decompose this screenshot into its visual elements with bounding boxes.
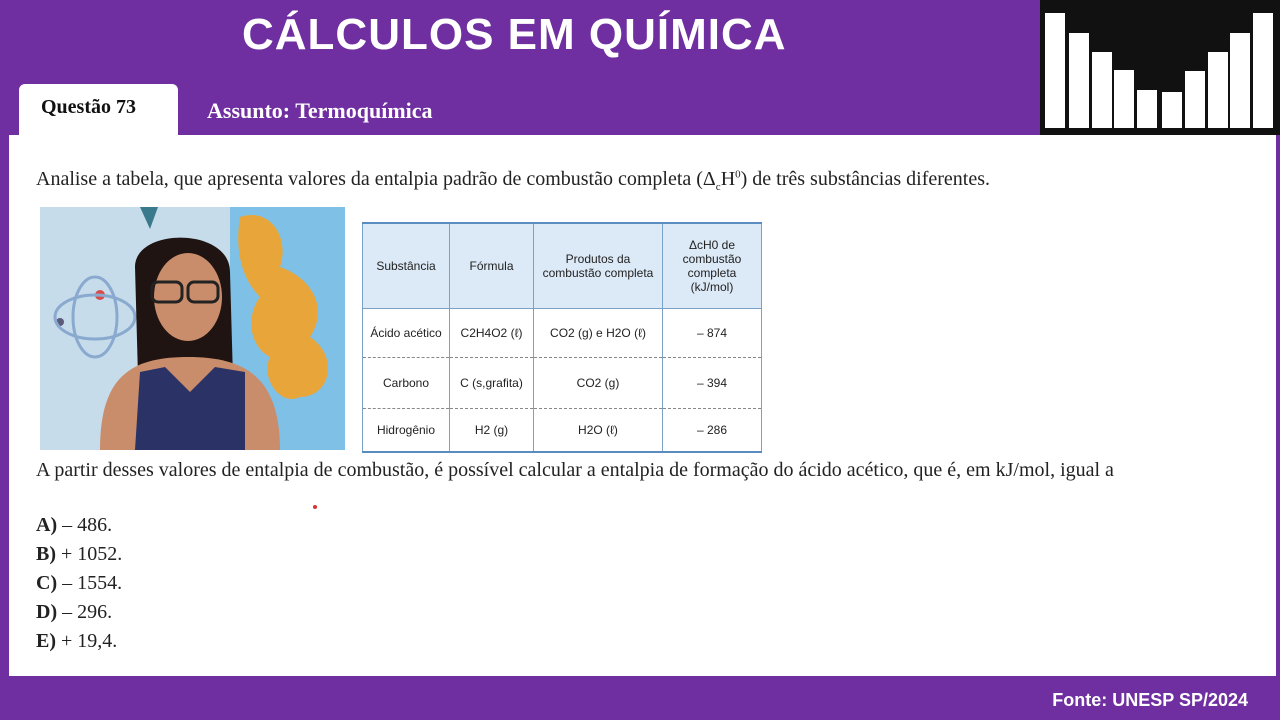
- table-header: ΔcH0 de combustão completa (kJ/mol): [663, 223, 762, 309]
- question-number: Questão 73: [41, 96, 136, 118]
- table-cell: – 394: [663, 358, 762, 409]
- table-cell: C (s,grafita): [450, 358, 534, 409]
- table-row: [363, 409, 762, 453]
- page-title: CÁLCULOS EM QUÍMICA: [242, 10, 787, 59]
- table-cell: Carbono: [363, 358, 450, 409]
- table-cell: – 874: [663, 309, 762, 358]
- table-cell: Ácido acético: [363, 309, 450, 358]
- table-cell: C2H4O2 (ℓ): [450, 309, 534, 358]
- option-e[interactable]: E) + 19,4.: [36, 630, 118, 652]
- table-row: [363, 358, 762, 409]
- table-header: Fórmula: [450, 223, 534, 309]
- option-a[interactable]: A) – 486.: [36, 514, 113, 536]
- option-c[interactable]: C) – 1554.: [36, 572, 123, 594]
- table-header: Substância: [363, 223, 450, 309]
- table-cell: H2O (ℓ): [534, 409, 663, 453]
- subject-label: Assunto: Termoquímica: [207, 98, 433, 123]
- combustion-table: [362, 222, 762, 453]
- source-label: Fonte: UNESP SP/2024: [1052, 690, 1248, 710]
- table-header: Produtos da combustão completa: [534, 223, 663, 309]
- presenter-illustration: [40, 207, 345, 450]
- table-cell: – 286: [663, 409, 762, 453]
- presenter-video: [40, 207, 345, 450]
- option-d[interactable]: D) – 296.: [36, 601, 113, 623]
- option-b[interactable]: B) + 1052.: [36, 543, 123, 565]
- table-cell: H2 (g): [450, 409, 534, 453]
- question-text: A partir desses valores de entalpia de combustão, é possível calcular a entalpia de formação do ácido acético, que é, em kJ/mol, igual a: [36, 459, 1114, 481]
- table-cell: Hidrogênio: [363, 409, 450, 453]
- pointer-dot: [313, 505, 317, 509]
- intro-text: Analise a tabela, que apresenta valores da entalpia padrão de combustão completa $(\Delta_cH^0)$ de três substâncias diferentes.: [36, 168, 990, 193]
- table-cell: CO2 (g) e H2O (ℓ): [534, 309, 663, 358]
- question-tab: [19, 84, 178, 139]
- table-row: [363, 309, 762, 358]
- table-cell: CO2 (g): [534, 358, 663, 409]
- channel-logo: [1040, 0, 1280, 135]
